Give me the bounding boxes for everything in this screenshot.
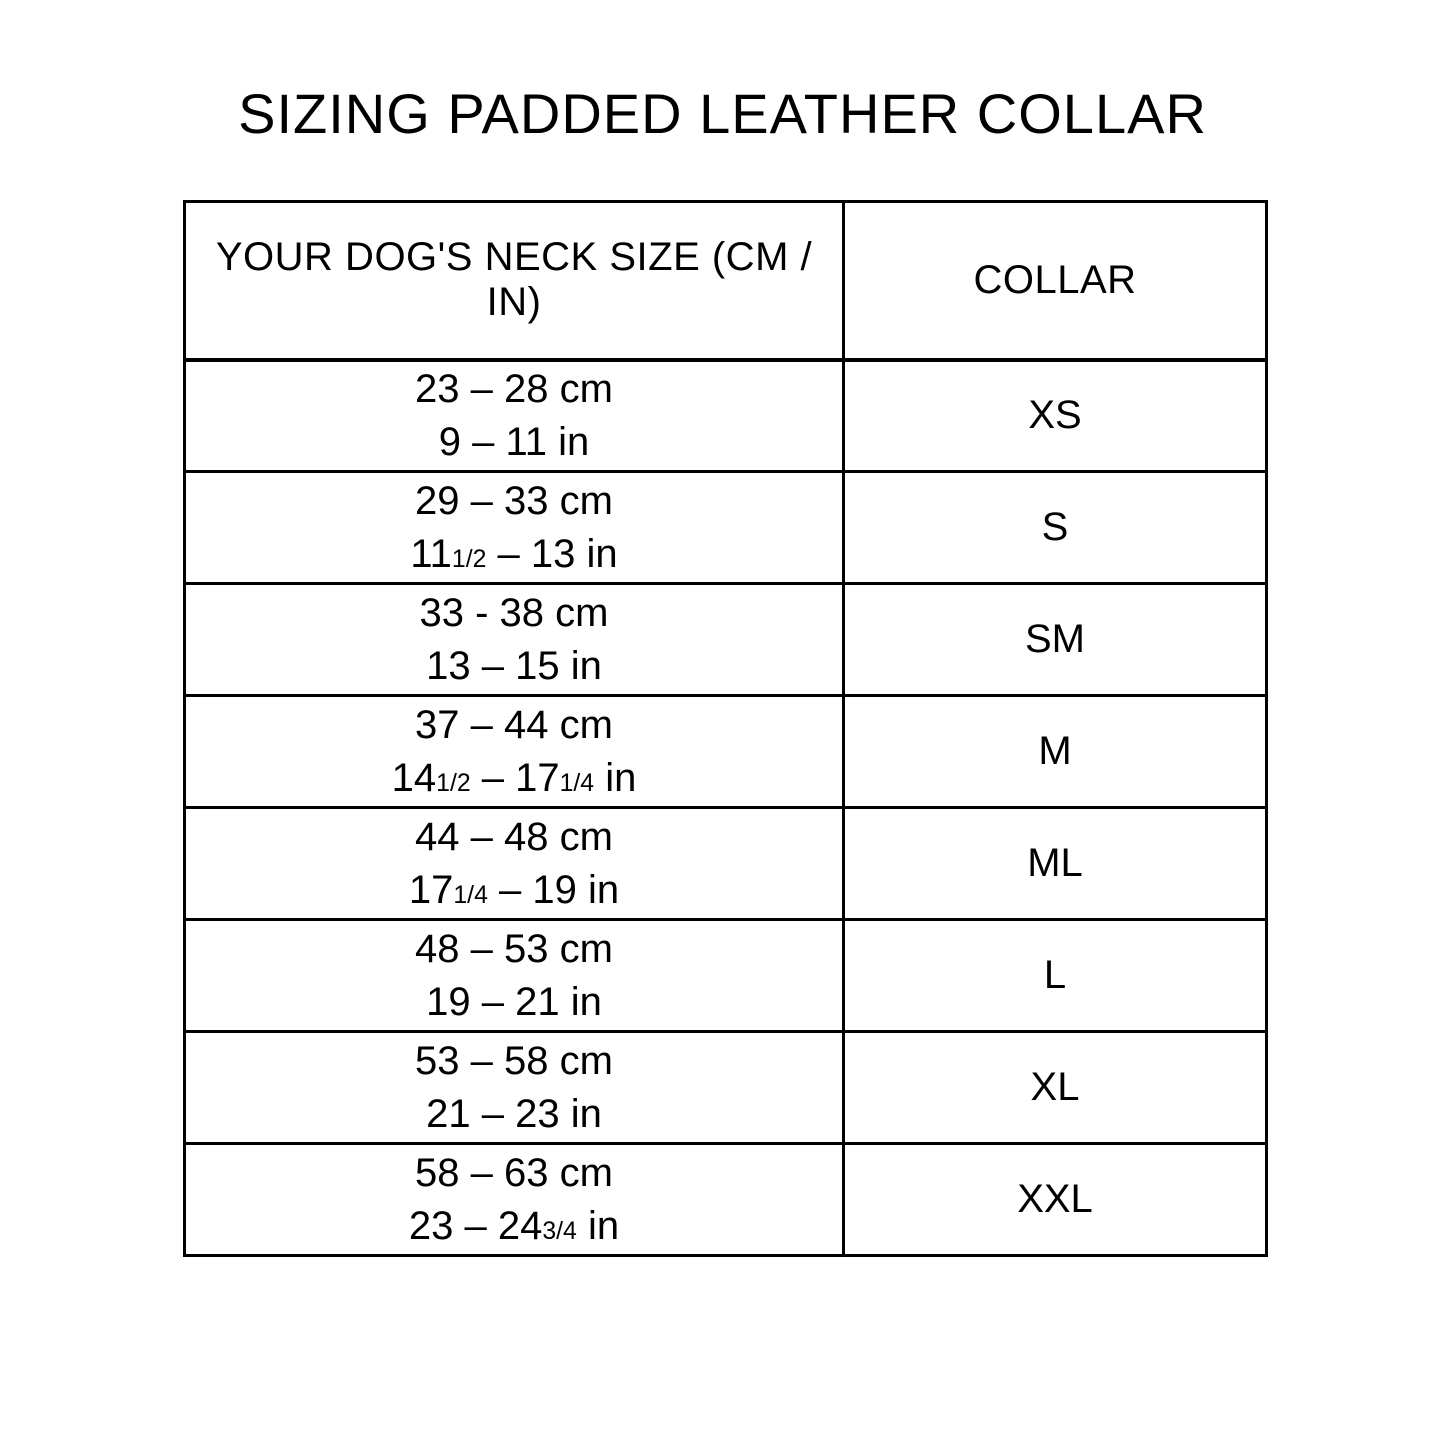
fraction-text: 1/2 <box>436 769 471 797</box>
table-body <box>185 360 1267 1256</box>
neck-size-line: 21 – 23 in <box>426 1091 602 1136</box>
neck-size-line: 53 – 58 cm <box>415 1038 613 1083</box>
neck-size-line: 23 – 28 cm <box>415 366 613 411</box>
column-header-collar: COLLAR <box>844 202 1267 360</box>
fraction-text: 3/4 <box>542 1217 577 1245</box>
column-header-neck-size: YOUR DOG'S NECK SIZE (CM / IN) <box>185 202 844 360</box>
table-row <box>185 1144 1267 1256</box>
neck-size-cell <box>185 808 844 920</box>
table-header <box>185 202 1267 360</box>
neck-size-cell <box>185 1032 844 1144</box>
neck-size-cell <box>185 360 844 472</box>
neck-size-cell <box>185 472 844 584</box>
neck-size-line: 111/2 – 13 in <box>410 531 618 576</box>
collar-size-cell: XXL <box>844 1144 1267 1256</box>
neck-size-line: 58 – 63 cm <box>415 1150 613 1195</box>
collar-size-cell: XL <box>844 1032 1267 1144</box>
page-title: SIZING PADDED LEATHER COLLAR <box>238 82 1207 145</box>
neck-size-line: 9 – 11 in <box>438 419 590 464</box>
collar-size-cell: SM <box>844 584 1267 696</box>
neck-size-line: 141/2 – 171/4 in <box>391 755 637 800</box>
fraction-text: 1/2 <box>451 545 487 573</box>
collar-size-cell: L <box>844 920 1267 1032</box>
table-row <box>185 472 1267 584</box>
collar-size-cell: ML <box>844 808 1267 920</box>
collar-size-cell: S <box>844 472 1267 584</box>
neck-size-cell <box>185 920 844 1032</box>
collar-size-cell: M <box>844 696 1267 808</box>
table-row <box>185 1032 1267 1144</box>
neck-size-line: 33 - 38 cm <box>419 590 609 635</box>
neck-size-line: 19 – 21 in <box>426 979 602 1024</box>
neck-size-line: 48 – 53 cm <box>415 926 613 971</box>
table-row <box>185 360 1267 472</box>
collar-size-cell: XS <box>844 360 1267 472</box>
neck-size-line: 44 – 48 cm <box>415 814 613 859</box>
neck-size-line: 23 – 243/4 in <box>408 1203 620 1248</box>
table-row <box>185 696 1267 808</box>
table-row <box>185 920 1267 1032</box>
header-row <box>185 202 1267 360</box>
fraction-text: 1/4 <box>453 881 488 909</box>
neck-size-line: 13 – 15 in <box>426 643 602 688</box>
neck-size-cell <box>185 1144 844 1256</box>
fraction-text: 1/4 <box>559 769 595 797</box>
neck-size-cell <box>185 584 844 696</box>
table-row <box>185 808 1267 920</box>
table-row <box>185 584 1267 696</box>
neck-size-line: 37 – 44 cm <box>415 702 613 747</box>
neck-size-line: 29 – 33 cm <box>415 478 613 523</box>
sizing-table <box>183 200 1268 1257</box>
neck-size-cell <box>185 696 844 808</box>
neck-size-line: 171/4 – 19 in <box>408 867 620 912</box>
